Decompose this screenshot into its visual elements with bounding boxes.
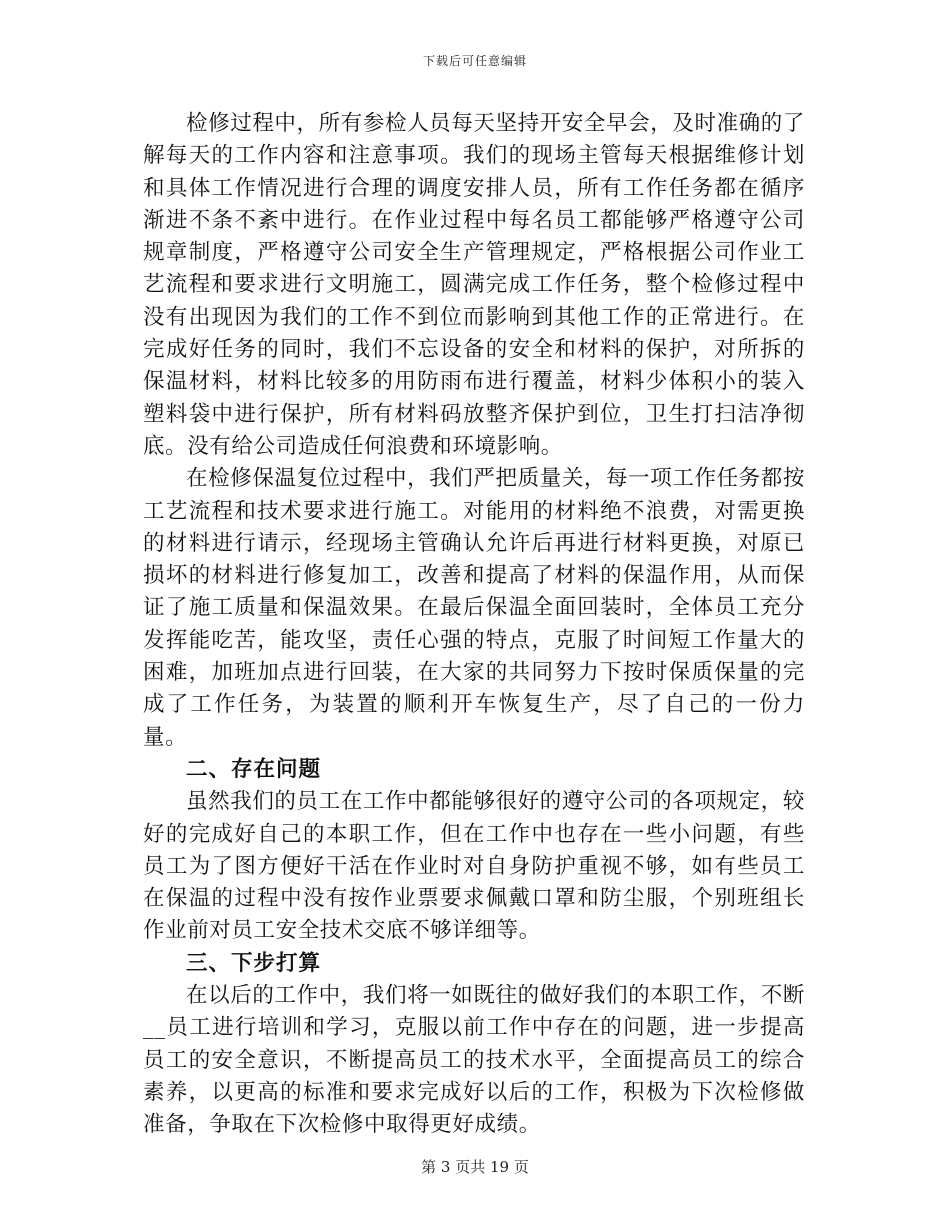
- paragraph-next-plan: 在以后的工作中，我们将一如既往的做好我们的本职工作，不断__员工进行培训和学习，克服以前工作中存在的问题，进一步提高员工的安全意识，不断提高员工的技术水平，全面提高员工的综合素养，以更高的标准和要求完成好以后的工作，积极为下次检修做准备，争取在下次检修中取得更好成绩。: [143, 983, 805, 1138]
- paragraph-problems: 虽然我们的员工在工作中都能够很好的遵守公司的各项规定，较好的完成好自己的本职工作，但在工作中也存在一些小问题，有些员工为了图方便好干活在作业时对自身防护重视不够，如有些员工在保温的过程中没有按作业票要求佩戴口罩和防尘服，个别班组长作业前对员工安全技术交底不够详细等。: [143, 789, 805, 944]
- page-header: 下载后可任意编辑: [422, 54, 527, 68]
- paragraph-inspection-process: 检修过程中，所有参检人员每天坚持开安全早会，及时准确的了解每天的工作内容和注意事项。我们的现场主管每天根据维修计划和具体工作情况进行合理的调度安排人员，所有工作任务都在循序渐进不条不紊中进行。在作业过程中每名员工都能够严格遵守公司规章制度，严格遵守公司安全生产管理规定，严格根据公司作业工艺流程和要求进行文明施工，圆满完成工作任务，整个检修过程中没有出现因为我们的工作不到位而影响到其他工作的正常进行。在完成好任务的同时，我们不忘设备的安全和材料的保护，对所拆的保温材料，材料比较多的用防雨布进行覆盖，材料少体积小的装入塑料袋中进行保护，所有材料码放整齐保护到位，卫生打扫洁净彻底。没有给公司造成任何浪费和环境影响。: [143, 111, 805, 459]
- heading-next-plan: 三、下步打算: [186, 950, 322, 976]
- document-body: [143, 108, 805, 1142]
- paragraph-insulation-restoration: 在检修保温复位过程中，我们严把质量关，每一项工作任务都按工艺流程和技术要求进行施工。对能用的材料绝不浪费，对需更换的材料进行请示，经现场主管确认允许后再进行材料更换，对原已损坏的材料进行修复加工，改善和提高了材料的保温作用，从而保证了施工质量和保温效果。在最后保温全面回装时，全体员工充分发挥能吃苦，能攻坚，责任心强的特点，克服了时间短工作量大的困难，加班加点进行回装，在大家的共同努力下按时保质保量的完成了工作任务，为装置的顺利开车恢复生产，尽了自己的一份力量。: [143, 466, 805, 750]
- page-footer: 第 3 页共 19 页: [421, 1158, 529, 1176]
- heading-existing-problems: 二、存在问题: [186, 756, 322, 782]
